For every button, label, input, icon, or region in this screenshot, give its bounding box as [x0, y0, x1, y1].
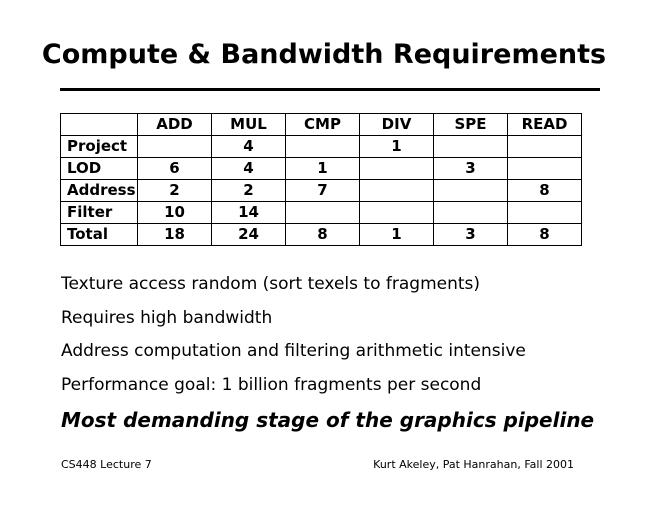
table-cell: 3: [434, 224, 508, 246]
table-cell: [360, 202, 434, 224]
table-row: [61, 224, 582, 246]
table-cell: [508, 158, 582, 180]
bullet-item: Performance goal: 1 billion fragments per second: [61, 374, 482, 395]
table-cell: 1: [360, 224, 434, 246]
bullet-item: Requires high bandwidth: [61, 307, 273, 328]
table-cell: 2: [138, 180, 212, 202]
title-underline: [60, 88, 600, 91]
table-cell: [508, 136, 582, 158]
table-cell: 1: [360, 136, 434, 158]
table-cell: 7: [286, 180, 360, 202]
column-header: ADD: [138, 114, 212, 136]
row-label: Filter: [61, 202, 138, 224]
slide-title: Compute & Bandwidth Requirements: [41, 39, 607, 70]
table-cell: 8: [508, 180, 582, 202]
table-cell: 8: [508, 224, 582, 246]
table-cell: [360, 158, 434, 180]
table-corner-cell: [61, 114, 138, 136]
table-cell: 4: [212, 158, 286, 180]
requirements-table: [60, 113, 582, 246]
table-row: [61, 158, 582, 180]
table-cell: [360, 180, 434, 202]
row-label: LOD: [61, 158, 138, 180]
footer-course: CS448 Lecture 7: [61, 458, 152, 471]
table-row: [61, 202, 582, 224]
table-cell: 18: [138, 224, 212, 246]
column-header: DIV: [360, 114, 434, 136]
table-cell: 24: [212, 224, 286, 246]
footer-authors: Kurt Akeley, Pat Hanrahan, Fall 2001: [373, 458, 574, 471]
bullet-item: Address computation and filtering arithmetic intensive: [61, 341, 526, 361]
table-row: [61, 136, 582, 158]
column-header: MUL: [212, 114, 286, 136]
table-cell: [434, 180, 508, 202]
table-cell: 8: [286, 224, 360, 246]
row-label: Project: [61, 136, 138, 158]
emphasis-statement: Most demanding stage of the graphics pipeline: [61, 408, 595, 432]
table-cell: 2: [212, 180, 286, 202]
table-cell: 6: [138, 158, 212, 180]
table-cell: [286, 202, 360, 224]
requirements-table-container: [60, 113, 582, 246]
row-label: Address: [61, 180, 138, 202]
column-header: READ: [508, 114, 582, 136]
column-header: CMP: [286, 114, 360, 136]
table-cell: [434, 202, 508, 224]
table-cell: [286, 136, 360, 158]
table-cell: 3: [434, 158, 508, 180]
row-label: Total: [61, 224, 138, 246]
table-cell: [508, 202, 582, 224]
table-row: [61, 180, 582, 202]
table-header-row: [61, 114, 582, 136]
bullet-list: [61, 268, 526, 402]
table-cell: [138, 136, 212, 158]
column-header: SPE: [434, 114, 508, 136]
table-cell: [434, 136, 508, 158]
table-cell: 1: [286, 158, 360, 180]
bullet-item: Texture access random (sort texels to fragments): [61, 274, 481, 294]
table-cell: 4: [212, 136, 286, 158]
table-cell: 14: [212, 202, 286, 224]
table-cell: 10: [138, 202, 212, 224]
